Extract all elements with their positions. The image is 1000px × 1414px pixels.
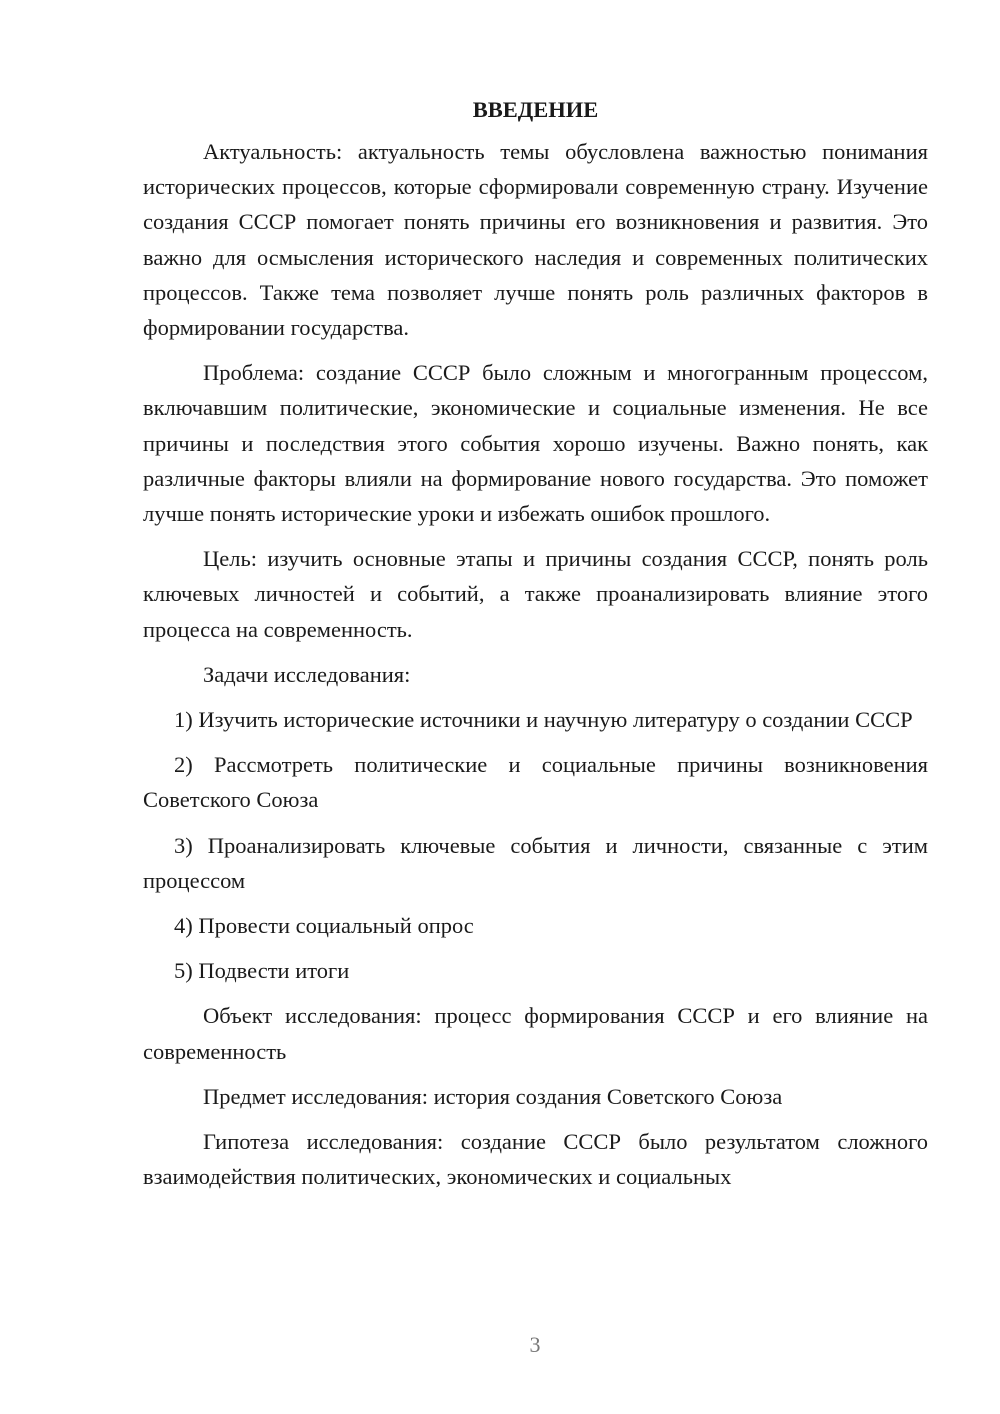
object-paragraph: Объект исследования: процесс формирования СССР и его влияние на современность <box>143 1003 928 1064</box>
problem-paragraph: Проблема: создание СССР было сложным и многогранным процессом, включавшим политические, экономические и социальные изменения. Не все причины и последствия этого события хорошо изучены. Важно понять, как различные факторы влияли на формирование нового государства. Это поможет лучше понять исторические уроки и избежать ошибок прошлого. <box>143 360 928 527</box>
task-item-3: 3) Проанализировать ключевые события и личности, связанные с этим процессом <box>143 832 928 893</box>
task-item-2: 2) Рассмотреть политические и социальные причины возникновения Советского Союза <box>143 752 928 813</box>
task-item-4: 4) Провести социальный опрос <box>174 913 474 939</box>
document-body <box>143 90 928 1204</box>
task-item-5: 5) Подвести итоги <box>174 958 350 984</box>
tasks-heading: Задачи исследования: <box>203 661 411 687</box>
page-number: 3 <box>529 1332 541 1357</box>
task-item-1: 1) Изучить исторические источники и научную литературу о создании СССР <box>174 707 913 733</box>
section-title: ВВЕДЕНИЕ <box>472 97 599 122</box>
relevance-paragraph: Актуальность: актуальность темы обусловлена важностью понимания исторических процессов, которые сформировали современную страну. Изучение создания СССР помогает понять причины его возникновения и развития. Это важно для осмысления исторического наследия и современных политических процессов. Также тема позволяет лучше понять роль различных факторов в формировании государства. <box>143 139 928 341</box>
goal-paragraph: Цель: изучить основные этапы и причины создания СССР, понять роль ключевых личностей и событий, а также проанализировать влияние этого процесса на современность. <box>143 546 928 642</box>
hypothesis-paragraph: Гипотеза исследования: создание СССР было результатом сложного взаимодействия политических, экономических и социальных <box>143 1129 928 1190</box>
subject-paragraph: Предмет исследования: история создания Советского Союза <box>203 1083 783 1109</box>
